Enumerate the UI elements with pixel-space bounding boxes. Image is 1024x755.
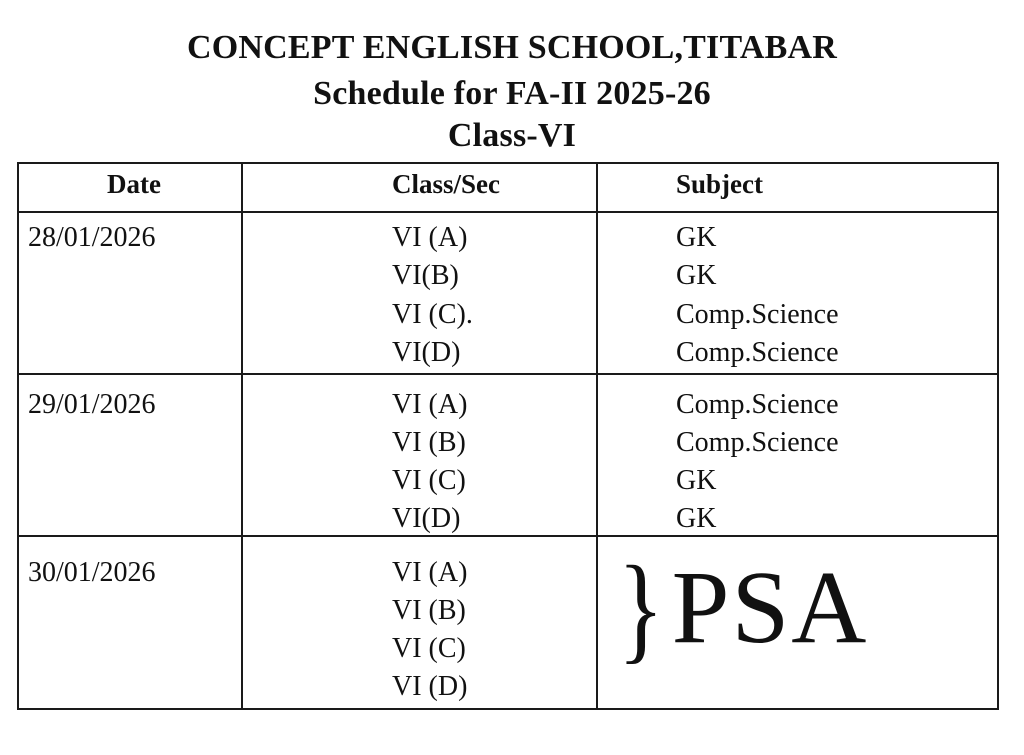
date-cell: 30/01/2026 xyxy=(28,557,156,588)
column-header-class-sec: Class/Sec xyxy=(392,169,500,199)
section-cell: VI (C) xyxy=(392,633,466,664)
psa-bracket-label xyxy=(612,541,869,674)
column-divider-section xyxy=(596,162,598,710)
section-cell: VI (A) xyxy=(392,389,468,420)
section-cell: VI (B) xyxy=(392,427,466,458)
section-cell: VI(B) xyxy=(392,260,459,291)
schedule-title: Schedule for FA-II 2025-26 xyxy=(313,75,711,112)
date-cell: 28/01/2026 xyxy=(28,222,156,253)
subject-cell: Comp.Science xyxy=(676,299,839,330)
section-cell: VI(D) xyxy=(392,337,461,368)
class-title: Class-VI xyxy=(447,117,577,154)
group-divider-2 xyxy=(17,535,999,537)
date-cell: 29/01/2026 xyxy=(28,389,156,420)
curly-brace: } xyxy=(617,541,664,674)
section-cell: VI (B) xyxy=(392,595,466,626)
subject-cell: Comp.Science xyxy=(676,427,839,458)
section-cell: VI (D) xyxy=(392,671,468,702)
column-divider-date xyxy=(241,162,243,710)
section-cell: VI (A) xyxy=(392,557,468,588)
school-name: CONCEPT ENGLISH SCHOOL,TITABAR xyxy=(187,29,837,66)
psa-text: PSA xyxy=(671,550,869,665)
subject-cell: GK xyxy=(676,465,717,496)
header-row-divider xyxy=(17,211,999,213)
section-cell: VI (C) xyxy=(392,465,466,496)
section-cell: VI(D) xyxy=(392,503,461,534)
subject-cell: GK xyxy=(676,503,717,534)
subject-cell: Comp.Science xyxy=(676,337,839,368)
group-divider-1 xyxy=(17,373,999,375)
subject-cell: GK xyxy=(676,222,717,253)
section-cell: VI (C). xyxy=(392,299,473,330)
column-header-date: Date xyxy=(107,169,161,199)
section-cell: VI (A) xyxy=(392,222,468,253)
subject-cell: GK xyxy=(676,260,717,291)
subject-cell: Comp.Science xyxy=(676,389,839,420)
column-header-subject: Subject xyxy=(676,169,763,199)
